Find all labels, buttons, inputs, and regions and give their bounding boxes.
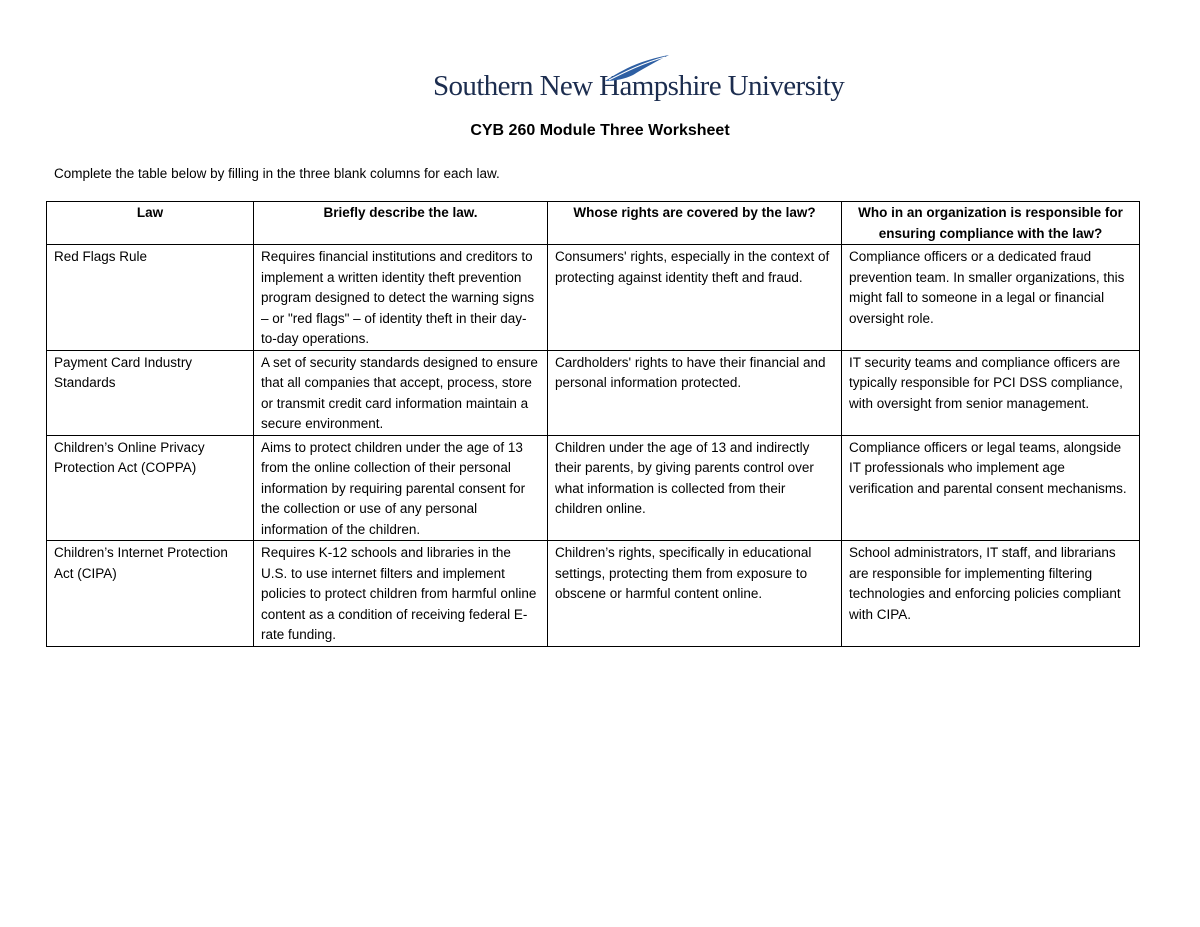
description-cell: A set of security standards designed to ensure that all companies that accept, process, store or transmit credit card information maintain a secure environment.: [254, 350, 548, 435]
responsible-cell: Compliance officers or a dedicated fraud prevention team. In smaller organizations, this might fall to someone in a legal or financial oversight role.: [842, 245, 1140, 351]
description-cell: Requires K-12 schools and libraries in the U.S. to use internet filters and implement policies to protect children from harmful online content as a condition of receiving federal E-rate funding.: [254, 541, 548, 647]
law-cell: Children’s Online Privacy Protection Act (COPPA): [47, 435, 254, 541]
table-row: [47, 541, 1140, 647]
rights-cell: Consumers' rights, especially in the context of protecting against identity theft and fraud.: [548, 245, 842, 351]
column-header-rights: Whose rights are covered by the law?: [548, 202, 842, 245]
laws-table: [46, 201, 1140, 647]
column-header-law: Law: [47, 202, 254, 245]
description-cell: Aims to protect children under the age of 13 from the online collection of their personal information by requiring parental consent for the collection or use of any personal information of the children.: [254, 435, 548, 541]
leaf-icon: [603, 53, 673, 83]
table-row: [47, 435, 1140, 541]
responsible-cell: Compliance officers or legal teams, alongside IT professionals who implement age verification and parental consent mechanisms.: [842, 435, 1140, 541]
responsible-cell: School administrators, IT staff, and librarians are responsible for implementing filtering technologies and enforcing policies compliant with CIPA.: [842, 541, 1140, 647]
rights-cell: Children under the age of 13 and indirectly their parents, by giving parents control over what information is collected from their children online.: [548, 435, 842, 541]
instructions-text: Complete the table below by filling in the three blank columns for each law.: [54, 166, 500, 181]
page-title: CYB 260 Module Three Worksheet: [470, 122, 730, 139]
law-cell: Payment Card Industry Standards: [47, 350, 254, 435]
column-header-description: Briefly describe the law.: [254, 202, 548, 245]
column-header-responsible: Who in an organization is responsible for ensuring compliance with the law?: [842, 202, 1140, 245]
law-cell: Children’s Internet Protection Act (CIPA): [47, 541, 254, 647]
responsible-cell: IT security teams and compliance officers are typically responsible for PCI DSS compliance, with oversight from senior management.: [842, 350, 1140, 435]
rights-cell: Cardholders' rights to have their financial and personal information protected.: [548, 350, 842, 435]
university-logo-text: Southern New Hampshire University: [433, 70, 845, 102]
rights-cell: Children’s rights, specifically in educational settings, protecting them from exposure to obscene or harmful content online.: [548, 541, 842, 647]
table-row: [47, 245, 1140, 351]
table-header-row: [47, 202, 1140, 245]
law-cell: Red Flags Rule: [47, 245, 254, 351]
description-cell: Requires financial institutions and creditors to implement a written identity theft prevention program designed to detect the warning signs – or "red flags" – of identity theft in their day-to-day operations.: [254, 245, 548, 351]
table-row: [47, 350, 1140, 435]
